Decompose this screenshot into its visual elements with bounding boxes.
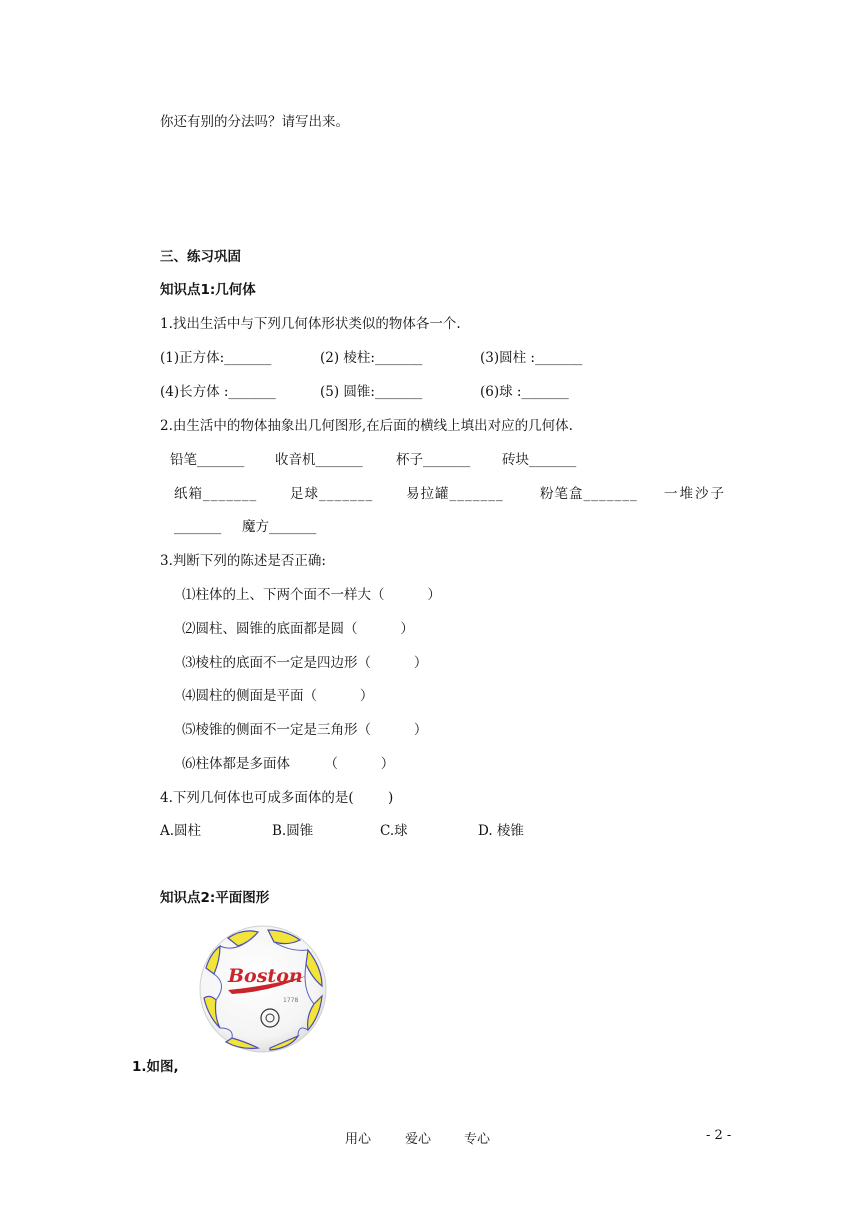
q1-item: (1)正方体:_______	[160, 350, 272, 366]
q4-option: A.圆柱	[160, 823, 202, 839]
q3-statement: ⑵圆柱、圆锥的底面都是圆（ ）	[182, 621, 414, 637]
q2-item: 一堆沙子	[664, 486, 726, 502]
question-2-stem: 2.由生活中的物体抽象出几何图形,在后面的横线上填出对应的几何体.	[160, 418, 573, 434]
q1-item: (4)长方体 :_______	[160, 384, 276, 400]
ball-model-text: 1778	[283, 997, 299, 1004]
q2-item: 粉笔盒_______	[540, 486, 638, 502]
q1-item: (5) 圆锥:_______	[320, 384, 423, 400]
q2-item: 魔方_______	[242, 519, 317, 535]
q3-statement: ⑶棱柱的底面不一定是四边形（ ）	[182, 655, 428, 671]
q4-option: D. 棱锥	[478, 823, 524, 839]
q3-statement: ⑹柱体都是多面体 （ ）	[182, 756, 395, 772]
q3-statement: ⑴柱体的上、下两个面不一样大（ ）	[182, 587, 441, 603]
q1-item: (3)圆柱 :_______	[480, 350, 583, 366]
intro-question: 你还有别的分法吗？请写出来。	[160, 114, 349, 130]
q2-item: _______	[174, 519, 222, 535]
q2-item: 杯子_______	[396, 452, 471, 468]
question-3-stem: 3.判断下列的陈述是否正确:	[160, 553, 326, 569]
q1-item: (6)球 :_______	[480, 384, 569, 400]
footer-text-right: 专心	[464, 1132, 491, 1147]
knowledge-point-2: 知识点2:平面图形	[160, 890, 270, 906]
section-title: 三、练习巩固	[160, 249, 241, 265]
q4-option: C.球	[380, 823, 408, 839]
q2-item: 易拉罐_______	[406, 486, 504, 502]
q2-item: 收音机_______	[275, 452, 363, 468]
figure-caption: 1.如图,	[132, 1059, 179, 1075]
q2-item: 铅笔_______	[170, 452, 245, 468]
q3-statement: ⑸棱锥的侧面不一定是三角形（ ）	[182, 722, 428, 738]
footer-text-middle: 爱心	[405, 1132, 432, 1147]
q3-statement: ⑷圆柱的侧面是平面（ ）	[182, 688, 374, 704]
q2-item: 足球_______	[290, 486, 374, 502]
question-1-stem: 1.找出生活中与下列几何体形状类似的物体各一个.	[160, 316, 461, 332]
footer-text-left: 用心	[345, 1132, 372, 1147]
q1-item: (2) 棱柱:_______	[320, 350, 423, 366]
question-4-stem: 4.下列几何体也可成多面体的是( )	[160, 790, 394, 806]
q2-item: 砖块_______	[502, 452, 577, 468]
page-number: - 2 -	[706, 1128, 732, 1143]
soccer-ball-image	[198, 924, 328, 1054]
q2-item: 纸箱_______	[174, 486, 258, 502]
knowledge-point-1: 知识点1:几何体	[160, 282, 256, 298]
ball-brand-text: Boston	[228, 965, 303, 987]
q4-option: B.圆锥	[272, 823, 314, 839]
